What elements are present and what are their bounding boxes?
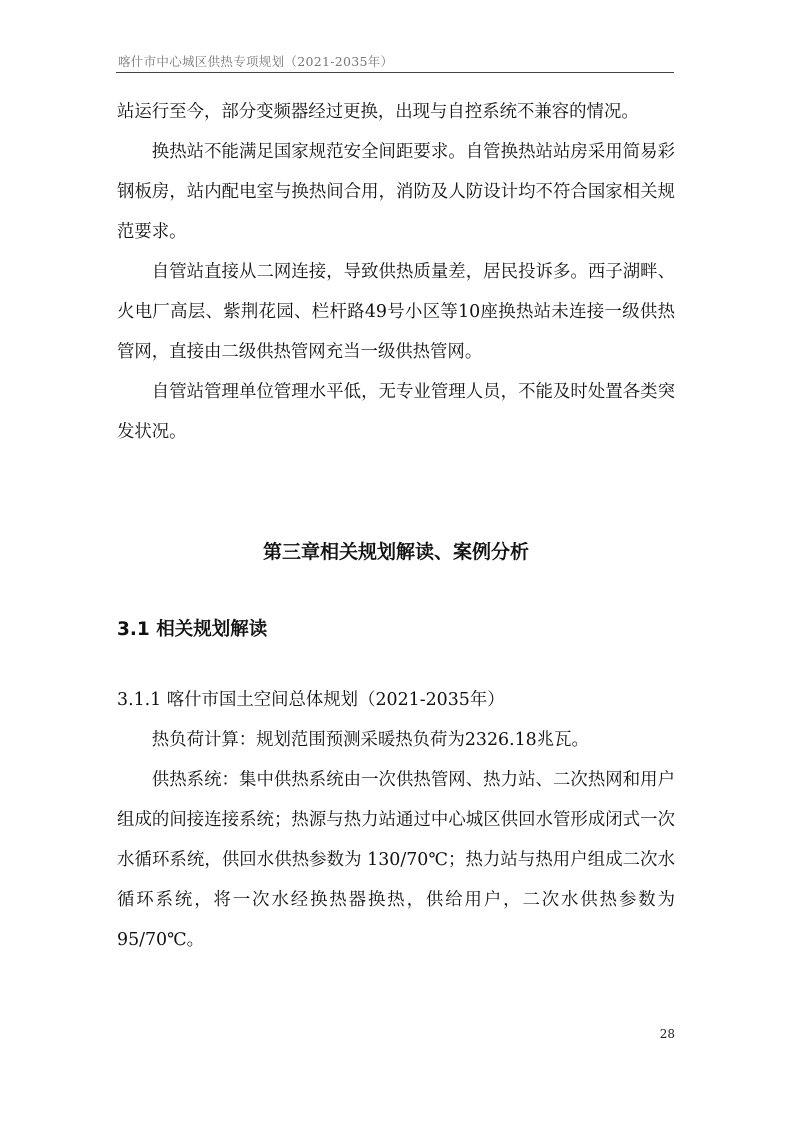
body-paragraph: 换热站不能满足国家规范安全间距要求。自管换热站站房采用简易彩钢板房，站内配电室与换热间合用，消防及人防设计均不符合国家相关规范要求。: [117, 142, 675, 242]
body-paragraph: 自管站直接从二网连接，导致供热质量差，居民投诉多。西子湖畔、火电厂高层、紫荆花园、栏杆路49号小区等10座换热站未连接一级供热管网，直接由二级供热管网充当一级供热管网。: [117, 262, 675, 362]
running-header: 喀什市中心城区供热专项规划（2021-2035年）: [118, 54, 394, 69]
document-body: [117, 92, 675, 960]
section-title: 3.1 相关规划解读: [117, 619, 268, 640]
subsection-title: 3.1.1 喀什市国土空间总体规划（2021-2035年）: [117, 690, 505, 710]
header-divider: [116, 72, 674, 73]
body-paragraph: 站运行至今，部分变频器经过更换，出现与自控系统不兼容的情况。: [117, 102, 639, 122]
body-paragraph: 热负荷计算：规划范围预测采暖热负荷为2326.18兆瓦。: [151, 730, 589, 750]
page-number: 28: [659, 1027, 675, 1041]
body-paragraph: 供热系统：集中供热系统由一次供热管网、热力站、二次热网和用户组成的间接连接系统；热源与热力站通过中心城区供回水管形成闭式一次水循环系统，供回水供热参数为 130/70℃；热力站与热用户组成二次水循环系统，将一次水经换热器换热，供给用户，二次水供热参数为95/70℃。: [117, 770, 675, 950]
chapter-title: 第三章相关规划解读、案例分析: [262, 541, 529, 563]
body-paragraph: 自管站管理单位管理水平低，无专业管理人员，不能及时处置各类突发状况。: [117, 382, 675, 442]
